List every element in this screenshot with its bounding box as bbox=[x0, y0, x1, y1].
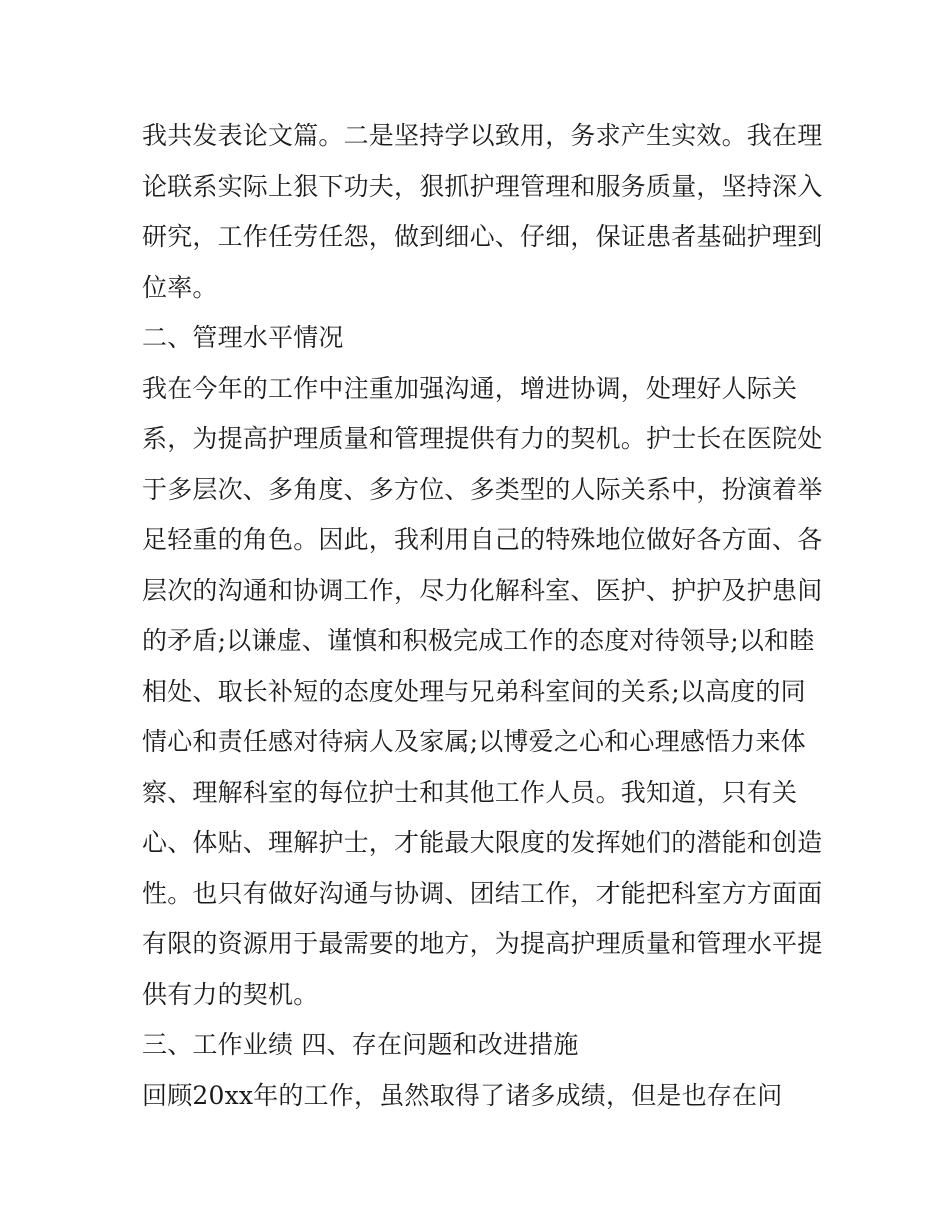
text-line: 我共发表论文篇。二是坚持学以致用，务求产生实效。我在理 bbox=[142, 121, 823, 150]
text-line: 位率。 bbox=[142, 272, 218, 302]
text-line: 性。也只有做好沟通与协调、团结工作，才能把科室方方面面 bbox=[142, 878, 823, 908]
text-line: 论联系实际上狠下功夫，狠抓护理管理和服务质量，坚持深入 bbox=[142, 171, 823, 201]
text-line: 供有力的契机。 bbox=[142, 979, 319, 1009]
text-line: 相处、取长补短的态度处理与兄弟科室间的关系;以高度的同 bbox=[142, 676, 806, 706]
section-heading: 二、管理水平情况 bbox=[142, 323, 344, 352]
document-body bbox=[142, 111, 822, 1121]
text-line: 足轻重的角色。因此，我利用自己的特殊地位做好各方面、各 bbox=[142, 525, 823, 554]
text-line: 察、理解科室的每位护士和其他工作人员。我知道，只有关 bbox=[142, 777, 798, 807]
text-line: 研究，工作任劳任怨，做到细心、仔细，保证患者基础护理到 bbox=[142, 222, 823, 251]
text-line: 心、体贴、理解护士，才能最大限度的发挥她们的潜能和创造 bbox=[142, 828, 823, 857]
section-heading: 三、工作业绩 四、存在问题和改进措施 bbox=[142, 1030, 579, 1059]
text-line: 于多层次、多角度、多方位、多类型的人际关系中，扮演着举 bbox=[142, 474, 823, 504]
text-line: 情心和责任感对待病人及家属;以博爱之心和心理感悟力来体 bbox=[142, 727, 806, 756]
text-line: 有限的资源用于最需要的地方，为提高护理质量和管理水平提 bbox=[142, 929, 823, 958]
text-line: 的矛盾;以谦虚、谨慎和积极完成工作的态度对待领导;以和睦 bbox=[142, 626, 815, 655]
text-line: 回顾20xx年的工作，虽然取得了诸多成绩，但是也存在问 bbox=[142, 1080, 783, 1110]
text-line: 层次的沟通和协调工作，尽力化解科室、医护、护护及护患间 bbox=[142, 575, 823, 605]
text-line: 系，为提高护理质量和管理提供有力的契机。护士长在医院处 bbox=[142, 424, 823, 453]
text-line: 我在今年的工作中注重加强沟通，增进协调，处理好人际关 bbox=[142, 373, 798, 403]
